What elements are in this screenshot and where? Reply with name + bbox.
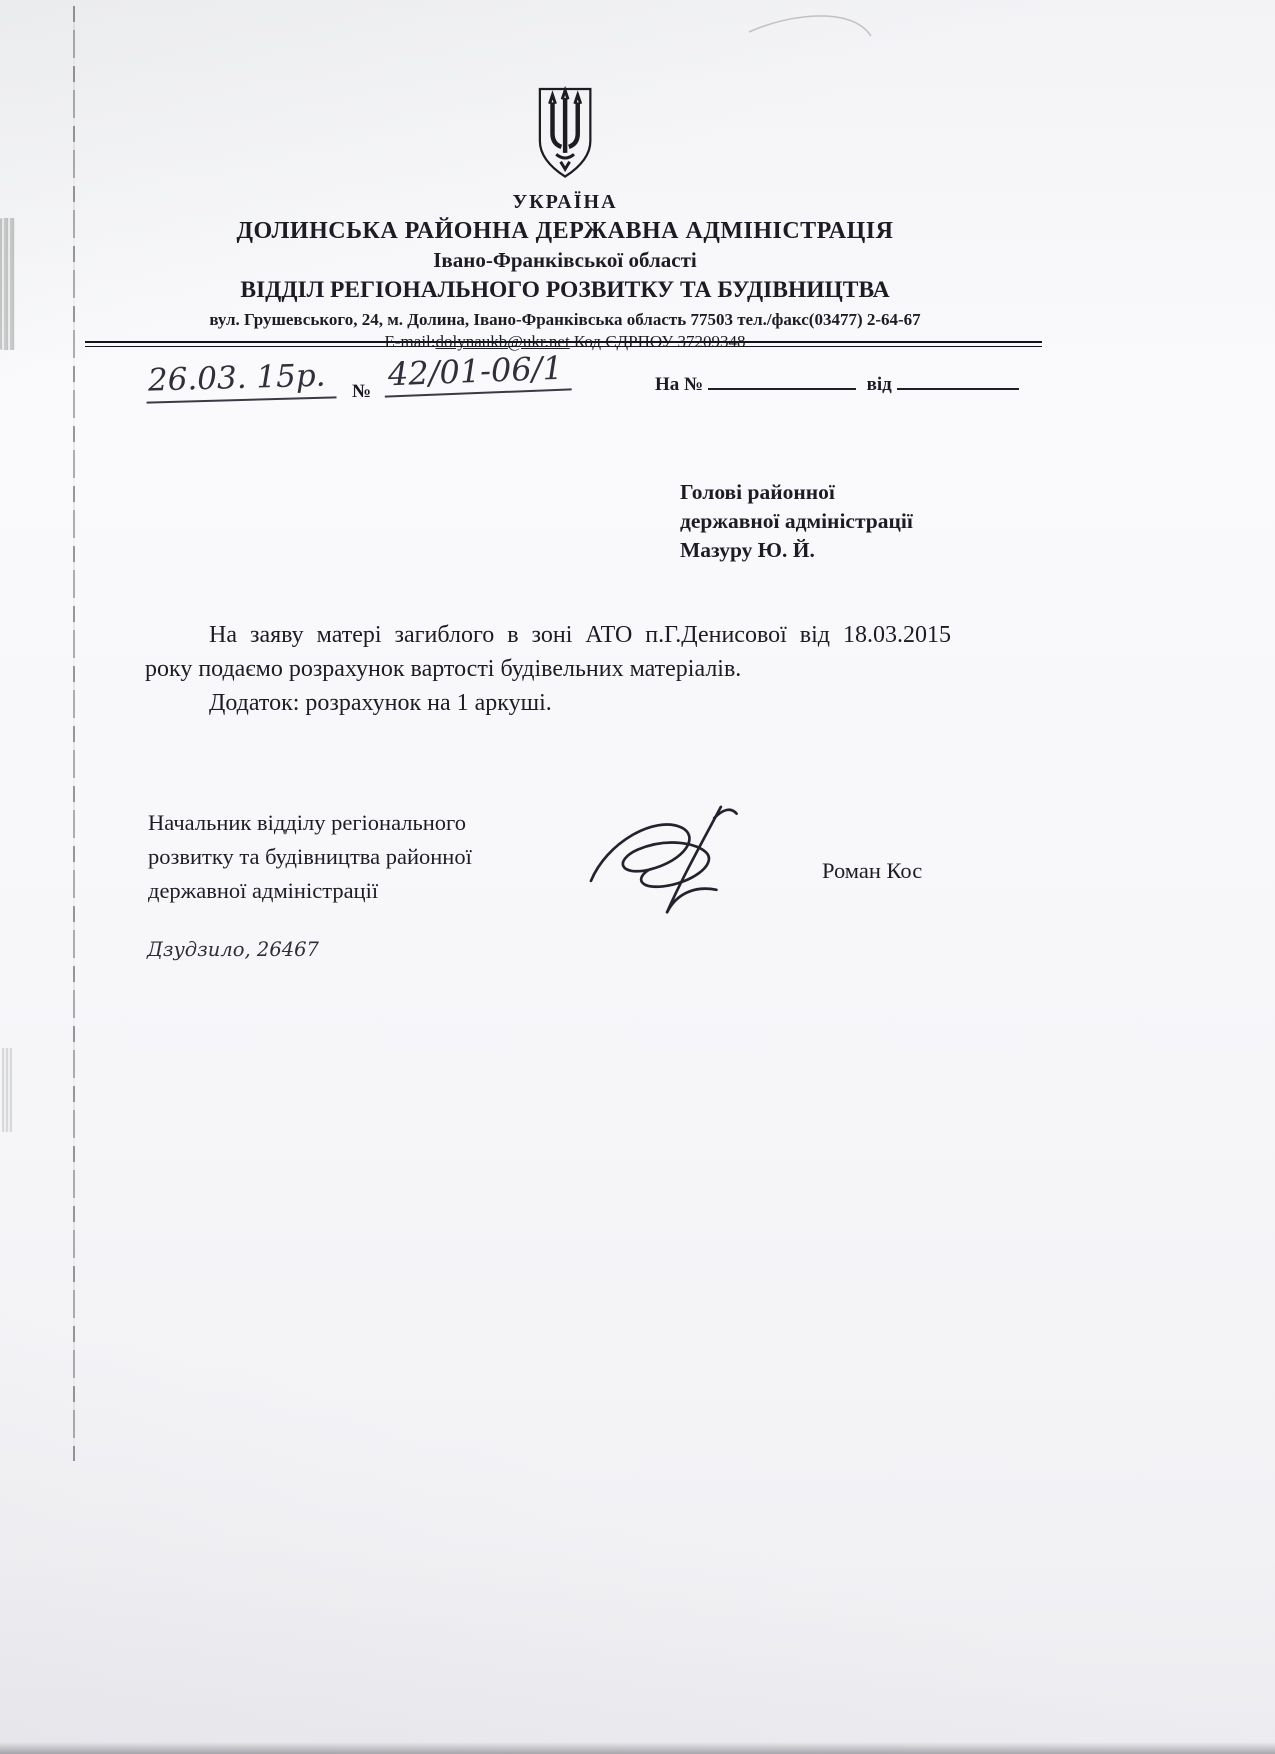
incoming-reference-row xyxy=(655,368,1019,396)
scan-artifact-pen-mark xyxy=(745,6,875,40)
scan-artifact-smudge-bottom xyxy=(2,1048,12,1132)
letterhead xyxy=(85,86,1045,352)
na-no-label: На № xyxy=(655,374,704,395)
handwritten-outgoing-date: 26.03. 15р. xyxy=(145,357,336,403)
signer-position-line-1: Начальник відділу регіонального xyxy=(148,810,466,835)
email-address: dolynaukb@ukr.net xyxy=(435,332,570,351)
body-paragraph-1-line-2: року подаємо розрахунок вартості будівельних матеріалів. xyxy=(145,656,742,682)
country-name: УКРАЇНА xyxy=(512,191,618,213)
organization-name: ДОЛИНСЬКА РАЙОННА ДЕРЖАВНА АДМІНІСТРАЦІЯ xyxy=(236,218,894,244)
edrpou-code: Код ЄДРПОУ 37209348 xyxy=(569,332,746,351)
vid-label: від xyxy=(866,374,892,395)
signer-name: Роман Кос xyxy=(822,858,923,883)
scan-artifact-bottom-edge xyxy=(0,1742,1275,1754)
organization-region: Івано-Франківської області xyxy=(433,248,697,272)
ukraine-trident-emblem-icon xyxy=(528,86,602,184)
addressee-block xyxy=(680,478,913,565)
signer-position-line-2: розвитку та будівництва районної xyxy=(148,844,472,869)
email-label: E-mail: xyxy=(384,332,436,351)
signer-position-line-3: державної адміністрації xyxy=(148,878,379,903)
addressee-line-3: Мазуру Ю. Й. xyxy=(680,538,815,562)
body-paragraph-1-line-1: На заяву матері загиблого в зоні АТО п.Г.Денисової від 18.03.2015 xyxy=(209,622,951,648)
body-attachment-note: Додаток: розрахунок на 1 аркуші. xyxy=(209,690,552,716)
letterhead-divider-rule xyxy=(85,341,1042,347)
executor-reference: Дзудзило, 26467 xyxy=(147,938,319,961)
handwritten-signature-icon xyxy=(582,800,750,918)
addressee-line-2: державної адміністрації xyxy=(680,509,913,533)
addressee-line-1: Голові районної xyxy=(680,480,835,504)
incoming-number-blank xyxy=(708,368,856,390)
scan-artifact-smudge-top xyxy=(0,218,15,350)
handwritten-outgoing-number: 42/01-06/1 xyxy=(383,348,571,397)
signer-position-block xyxy=(148,806,472,908)
department-name: ВІДДІЛ РЕГІОНАЛЬНОГО РОЗВИТКУ ТА БУДІВНИЦТВА xyxy=(240,277,890,303)
postal-address-line: вул. Грушевського, 24, м. Долина, Івано-Франківська область 77503 тел./факс(03477) 2-64-67 xyxy=(209,310,921,329)
number-sign-label: № xyxy=(352,381,372,402)
scan-artifact-left-line xyxy=(73,6,75,1461)
letter-body xyxy=(145,618,1025,720)
incoming-date-blank xyxy=(897,368,1019,390)
